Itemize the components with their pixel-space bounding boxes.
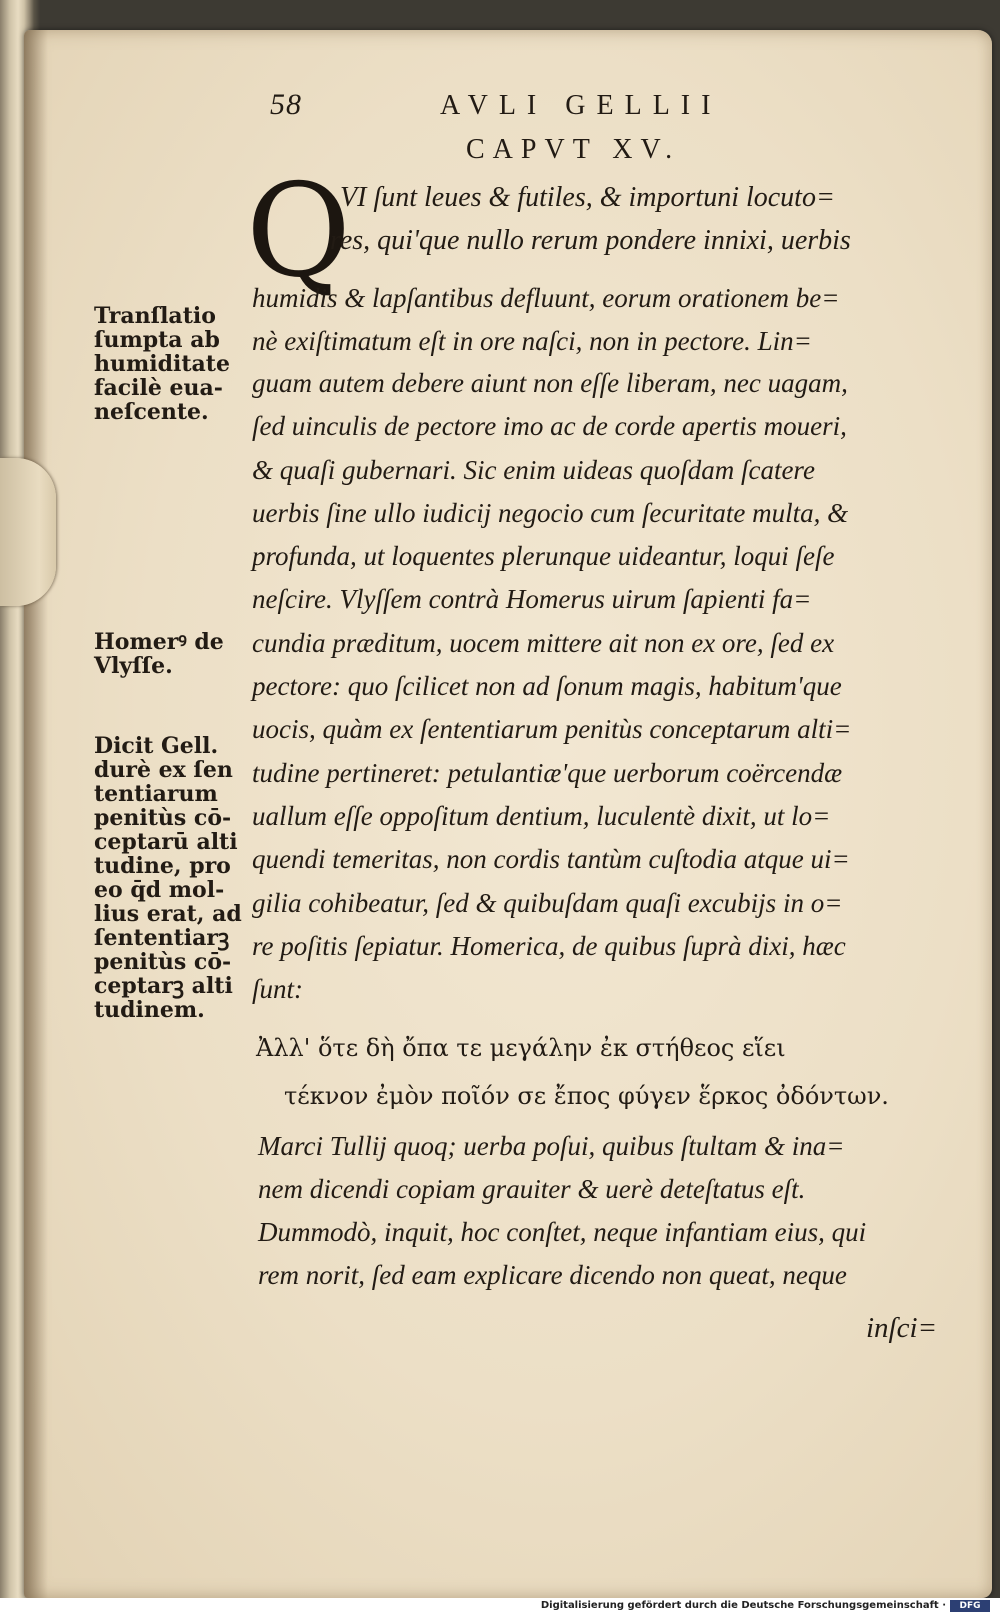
marginal-line: Vlyſſe. — [94, 653, 173, 679]
text-line: re poſitis ſepiatur. Homerica, de quibus ſuprà dixi, hæc — [252, 931, 846, 961]
funding-credit: Digitalisierung gefördert durch die Deutsche Forschungsgemeinschaft · — [540, 1600, 946, 1611]
greek-verse-line: τέκνον ἐμὸν ποῖόν σε ἔπος φύγεν ἕρκος ὀδόντων. — [284, 1082, 889, 1110]
text-line: cundia præditum, uocem mittere ait non ex ore, ſed ex — [252, 628, 835, 658]
marginal-line: ſumpta ab — [94, 327, 220, 353]
text-line: nem dicendi copiam grauiter & uerè deteſtatus eſt. — [258, 1174, 806, 1204]
marginal-line: Homerꝰ de — [94, 629, 224, 655]
marginal-line: ceptarū alti — [94, 829, 238, 855]
text-line: quendi temeritas, non cordis tantùm cuſtodia atque ui= — [252, 844, 850, 874]
text-line: VI ſunt leues & futiles, & importuni locuto= — [340, 182, 835, 213]
marginal-line: facilè eua- — [94, 375, 223, 401]
text-line: rem norit, ſed eam explicare dicendo non queat, neque — [258, 1260, 847, 1290]
catchword: inſci= — [866, 1312, 938, 1344]
page-clasp — [0, 458, 56, 606]
text-line: Dummodò, inquit, hoc conſtet, neque infantiam eius, qui — [258, 1217, 867, 1247]
dfg-logo: DFG — [950, 1600, 990, 1612]
greek-verse-line: Ἀλλ' ὅτε δὴ ὄπα τε μεγάλην ἐκ στήθεος εἵει — [256, 1034, 786, 1062]
marginal-line: penitùs cō- — [94, 949, 232, 975]
spine-shadow — [24, 30, 48, 1598]
marginal-line: tudinem. — [94, 997, 205, 1023]
marginal-line: lius erat, ad — [94, 901, 242, 927]
marginal-line: Tranſlatio — [94, 303, 216, 329]
text-line: res, qui'que nullo rerum pondere innixi, uerbis — [330, 225, 851, 256]
text-line: neſcire. Vlyſſem contrà Homerus uirum ſapienti fa= — [252, 584, 812, 614]
text-line: humidis & lapſantibus defluunt, eorum orationem be= — [252, 283, 840, 313]
running-title: AVLI GELLII — [440, 90, 722, 121]
marginal-line: ſententiarꝫ — [94, 925, 230, 951]
marginal-line: humiditate — [94, 351, 230, 377]
chapter-title: CAPVT XV. — [466, 134, 681, 165]
text-line: uerbis ſine ullo iudicij negocio cum ſecuritate multa, & — [252, 498, 849, 528]
page-number: 58 — [270, 88, 302, 121]
page-header — [0, 88, 1000, 128]
marginal-line: penitùs cō- — [94, 805, 232, 831]
text-line: nè exiſtimatum eſt in ore naſci, non in pectore. Lin= — [252, 326, 812, 356]
drop-initial: Q — [246, 157, 351, 306]
text-line: pectore: quo ſcilicet non ad ſonum magis, habitum'que — [252, 671, 842, 701]
text-line: tudine pertineret: petulantiæ'que uerborum coërcendæ — [252, 758, 843, 788]
marginal-line: tudine, pro — [94, 853, 231, 879]
marginal-line: neſcente. — [94, 399, 209, 425]
text-line: gilia cohibeatur, ſed & quibuſdam quaſi excubijs in o= — [252, 888, 843, 918]
text-line: ſunt: — [252, 974, 303, 1004]
marginal-line: ceptarꝫ alti — [94, 973, 233, 999]
marginal-line: durè ex ſen — [94, 757, 233, 783]
marginal-note-dicit-gell — [94, 734, 244, 1022]
text-line: profunda, ut loquentes plerunque uideantur, loqui ſeſe — [252, 541, 835, 571]
text-line: guam autem debere aiunt non eſſe liberam, nec uagam, — [252, 368, 848, 398]
marginal-line: eo q̄d mol- — [94, 877, 225, 903]
text-line: Marci Tullij quoq; uerba poſui, quibus ſtultam & ina= — [258, 1131, 845, 1161]
marginal-line: Dicit Gell. — [94, 733, 219, 759]
text-line: uallum eſſe oppoſitum dentium, luculentè dixit, ut lo= — [252, 801, 831, 831]
marginal-line: tentiarum — [94, 781, 218, 807]
marginal-note-translatio — [94, 304, 244, 424]
marginal-note-homerus — [94, 630, 244, 678]
text-line: uocis, quàm ex ſententiarum penitùs conceptarum alti= — [252, 714, 852, 744]
text-line: & quaſi gubernari. Sic enim uideas quoſdam ſcatere — [252, 455, 815, 485]
text-line: ſed uinculis de pectore imo ac de corde apertis moueri, — [252, 411, 847, 441]
